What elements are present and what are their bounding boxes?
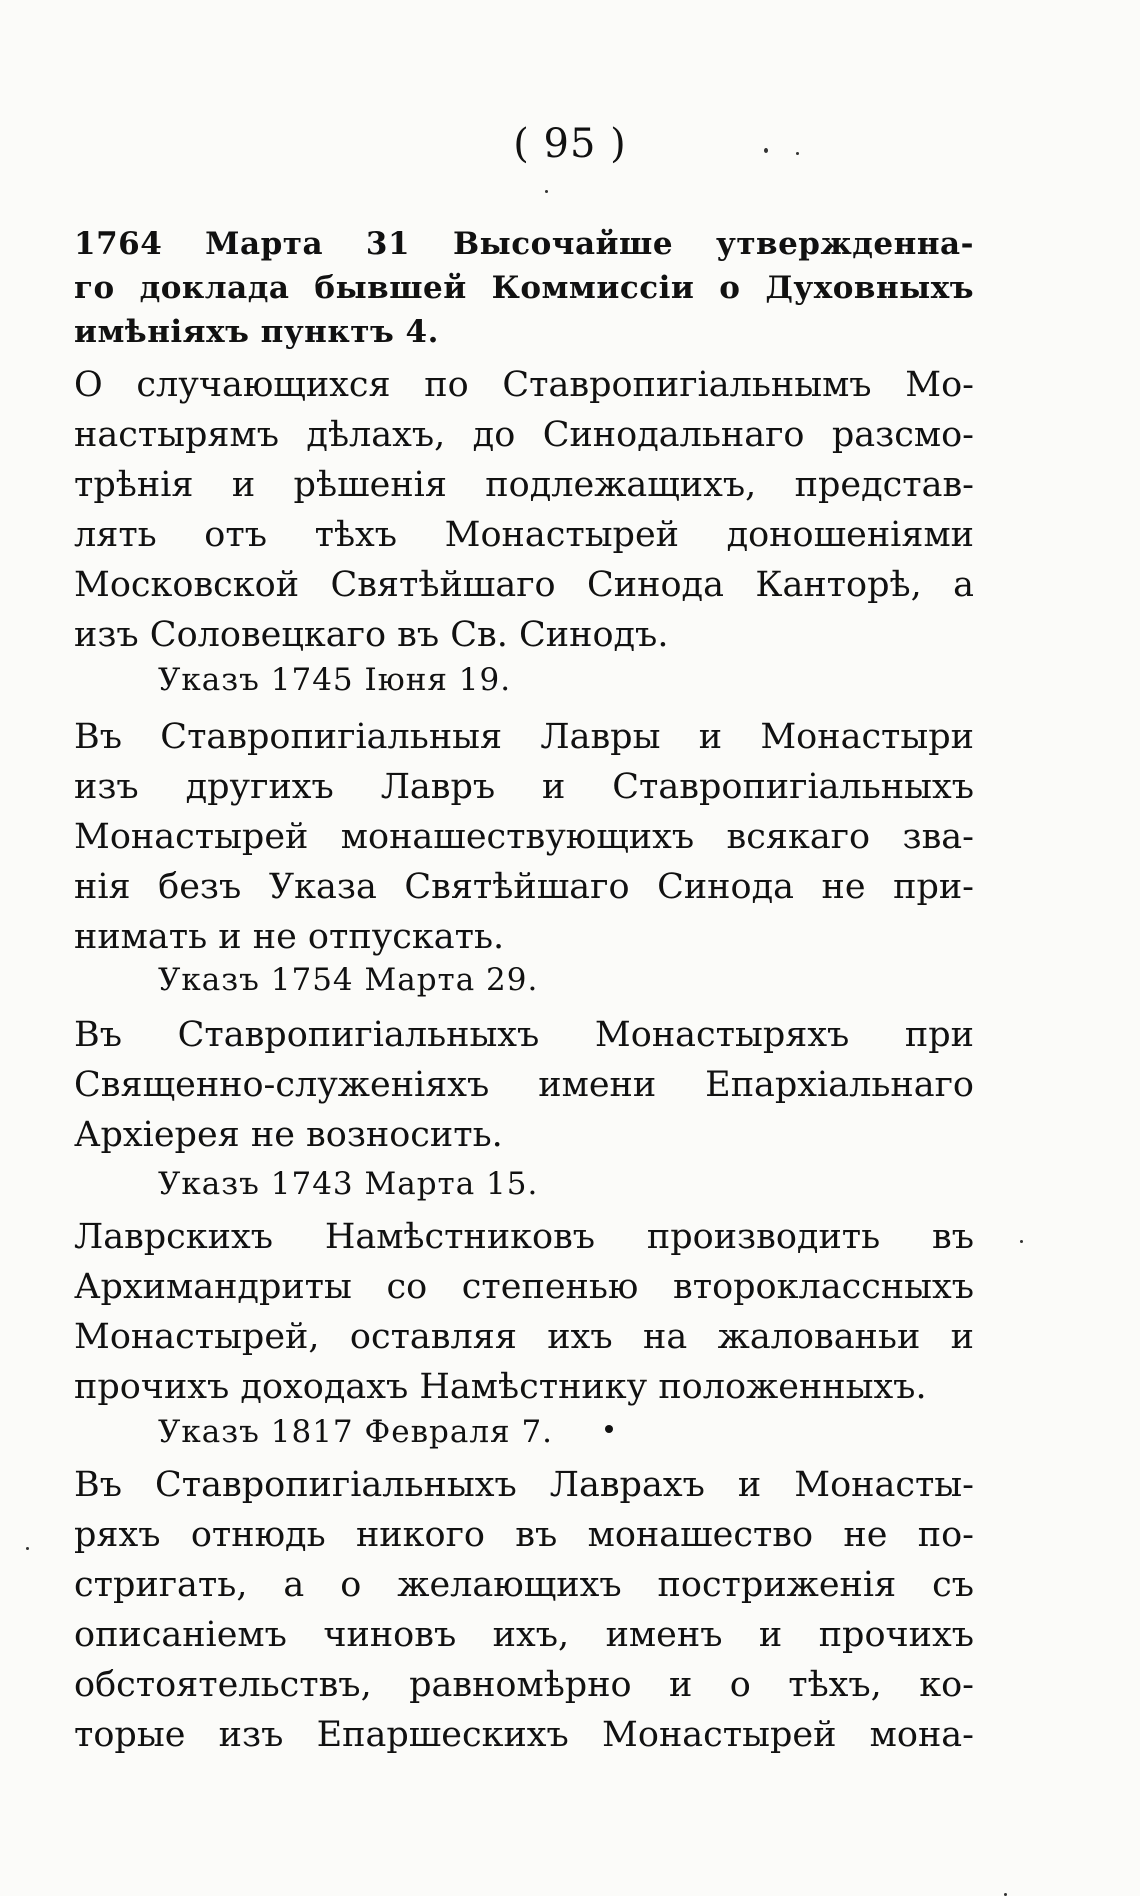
paragraph [74,360,974,660]
heading-line: имѣніяхъ пунктъ 4. [74,314,439,350]
text-line: Въ Ставропигіальныя Лавры и Монастыри [74,717,974,757]
text-line: нимать и не отпускать. [74,917,505,957]
text-line: описаніемъ чиновъ ихъ, именъ и прочихъ [74,1615,974,1655]
print-speck [545,190,548,193]
paragraph [74,1212,974,1412]
text-line: Московской Святѣйшаго Синода Канторѣ, а [74,565,974,605]
text-line: Священно-служеніяхъ имени Епархіальнаго [74,1065,974,1105]
text-line: Въ Ставропигіальныхъ Монастыряхъ при [74,1015,974,1055]
text-line: изъ другихъ Лавръ и Ставропигіальныхъ [74,767,974,807]
text-line: ряхъ отнюдь никого въ монашество не по- [74,1515,974,1555]
text-line: Лаврскихъ Намѣстниковъ производить въ [74,1217,974,1257]
text-line: лять отъ тѣхъ Монастырей доношеніями [74,515,974,555]
text-line: трѣнія и рѣшенія подлежащихъ, представ- [74,465,974,505]
heading-line: 1764 Марта 31 Высочайше утвержденна- [74,226,974,262]
text-line: торые изъ Епаршескихъ Монастырей мона- [74,1715,974,1755]
print-speck [764,148,768,153]
paragraph [74,1010,974,1160]
paragraph [74,1460,974,1760]
text-line: Монастырей монашествующихъ всякаго зва- [74,817,974,857]
print-speck [1020,1240,1023,1243]
heading-line: го доклада бывшей Коммиссіи о Духовныхъ [74,270,974,306]
decree-reference: Указъ 1754 Марта 29. [158,962,539,998]
paragraph [74,712,974,962]
section-heading [74,222,974,354]
text-line: обстоятельствъ, равномѣрно и о тѣхъ, ко- [74,1665,974,1705]
text-line: Архіерея не возносить. [74,1115,503,1155]
print-speck [796,152,799,155]
text-line: прочихъ доходахъ Намѣстнику положенныхъ. [74,1367,927,1407]
decree-reference: Указъ 1743 Марта 15. [158,1166,539,1202]
text-line: стригать, а о желающихъ постриженія съ [74,1565,974,1605]
text-line: О случающихся по Ставропигіальнымъ Мо- [74,365,974,405]
decree-reference: Указъ 1745 Іюня 19. [158,662,512,698]
text-line: Архимандриты со степенью второклассныхъ [74,1267,974,1307]
print-speck [605,1425,613,1433]
text-line: изъ Соловецкаго въ Св. Синодъ. [74,615,669,655]
page-number: ( 95 ) [513,121,627,167]
text-line: Монастырей, оставляя ихъ на жалованьи и [74,1317,974,1357]
text-line: Въ Ставропигіальныхъ Лаврахъ и Монасты- [74,1465,974,1505]
print-speck [26,1547,29,1550]
text-line: настырямъ дѣлахъ, до Синодальнаго разсмо- [74,415,974,455]
text-line: нія безъ Указа Святѣйшаго Синода не при- [74,867,974,907]
decree-reference: Указъ 1817 Февраля 7. [158,1414,554,1450]
